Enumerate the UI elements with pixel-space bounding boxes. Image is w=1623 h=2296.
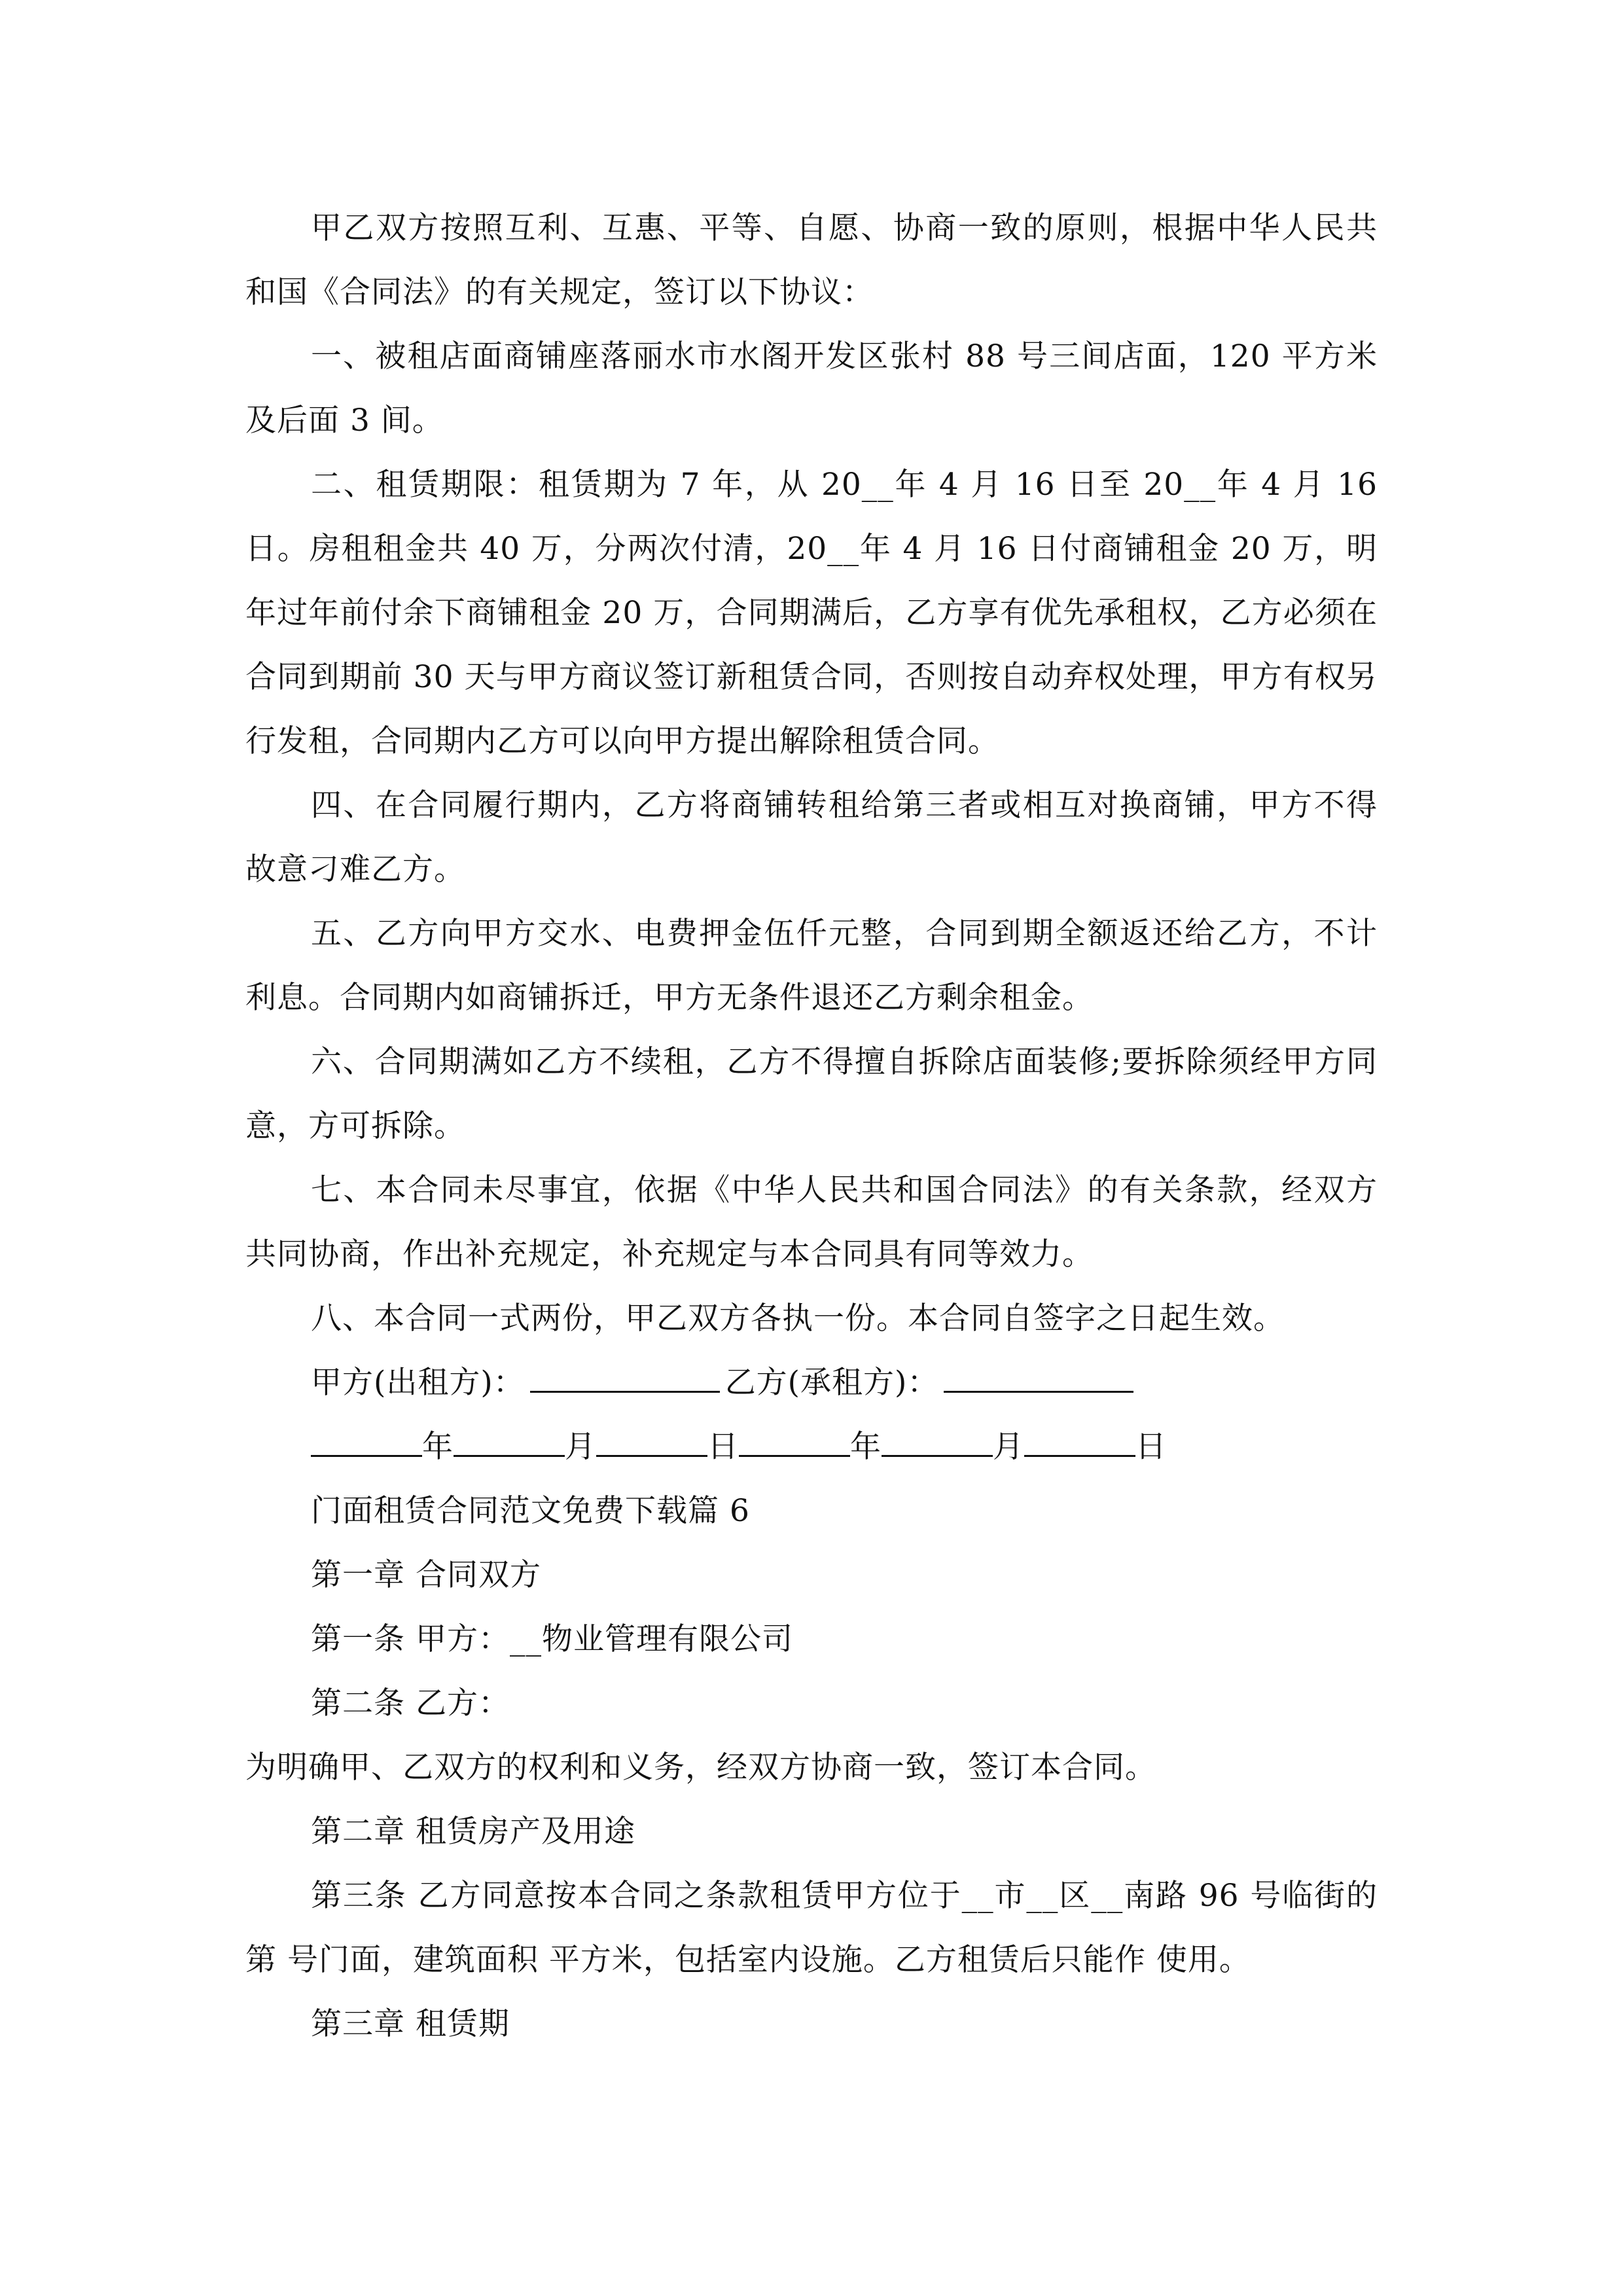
intro-paragraph: 甲乙双方按照互利、互惠、平等、自愿、协商一致的原则，根据中华人民共和国《合同法》的有关规定，签订以下协议：	[245, 210, 1378, 310]
document-body	[245, 196, 1378, 2056]
date-blank	[882, 1416, 993, 1457]
date-line	[245, 1415, 1378, 1479]
date-blank	[739, 1416, 850, 1457]
date-blank	[454, 1416, 565, 1457]
article-3: 第三条 乙方同意按本合同之条款租赁甲方位于__市__区__南路 96 号临街的第 号门面，建筑面积 平方米，包括室内设施。乙方租赁后只能作 使用。	[245, 1878, 1378, 1978]
date-month-label: 月	[993, 1429, 1024, 1465]
clause-8: 八、本合同一式两份，甲乙双方各执一份。本合同自签字之日起生效。	[311, 1300, 1285, 1336]
clause-6: 六、合同期满如乙方不续租，乙方不得擅自拆除店面装修;要拆除须经甲方同意，方可拆除。	[245, 1044, 1378, 1144]
date-day-label: 日	[1135, 1429, 1167, 1465]
date-blank	[1024, 1416, 1135, 1457]
date-year-label: 年	[422, 1429, 454, 1465]
chapter-heading: 第一章 合同双方	[311, 1557, 541, 1593]
date-blank	[311, 1416, 422, 1457]
date-year-label: 年	[850, 1429, 882, 1465]
chapter-heading: 第二章 租赁房产及用途	[311, 1814, 635, 1850]
party-a-signature-field	[530, 1352, 720, 1393]
clause-2: 二、租赁期限：租赁期为 7 年，从 20__年 4 月 16 日至 20__年 4 月 16 日。房租租金共 40 万，分两次付清，20__年 4 月 16 日付商铺租金 20 万，明年过年前付余下商铺租金 20 万，合同期满后，乙方享有优先承租权，乙方必须在合同到期前 30 天与甲方商议签订新租赁合同，否则按自动弃权处理，甲方有权另行发租，合同期内乙方可以向甲方提出解除租赁合同。	[245, 467, 1378, 759]
party-b-signature-field	[944, 1352, 1133, 1393]
preamble: 为明确甲、乙双方的权利和义务，经双方协商一致，签订本合同。	[245, 1749, 1156, 1785]
article-2: 第二条 乙方：	[311, 1685, 510, 1721]
signature-line	[245, 1351, 1378, 1415]
chapter-heading: 第三章 租赁期	[311, 2006, 510, 2042]
date-day-label: 日	[707, 1429, 739, 1465]
party-a-label: 甲方(出租方)：	[311, 1365, 525, 1401]
clause-1: 一、被租店面商铺座落丽水市水阁开发区张村 88 号三间店面，120 平方米及后面 3 间。	[245, 338, 1378, 439]
party-b-label: 乙方(承租方)：	[724, 1365, 939, 1401]
section-title: 门面租赁合同范文免费下载篇 6	[311, 1493, 750, 1529]
date-month-label: 月	[565, 1429, 596, 1465]
clause-7: 七、本合同未尽事宜，依据《中华人民共和国合同法》的有关条款，经双方共同协商，作出补充规定，补充规定与本合同具有同等效力。	[245, 1172, 1378, 1272]
article-1: 第一条 甲方：__物业管理有限公司	[311, 1621, 793, 1657]
clause-5: 五、乙方向甲方交水、电费押金伍仟元整，合同到期全额返还给乙方，不计利息。合同期内如商铺拆迁，甲方无条件退还乙方剩余租金。	[245, 916, 1378, 1016]
clause-4: 四、在合同履行期内，乙方将商铺转租给第三者或相互对换商铺，甲方不得故意刁难乙方。	[245, 787, 1378, 888]
date-blank	[596, 1416, 707, 1457]
